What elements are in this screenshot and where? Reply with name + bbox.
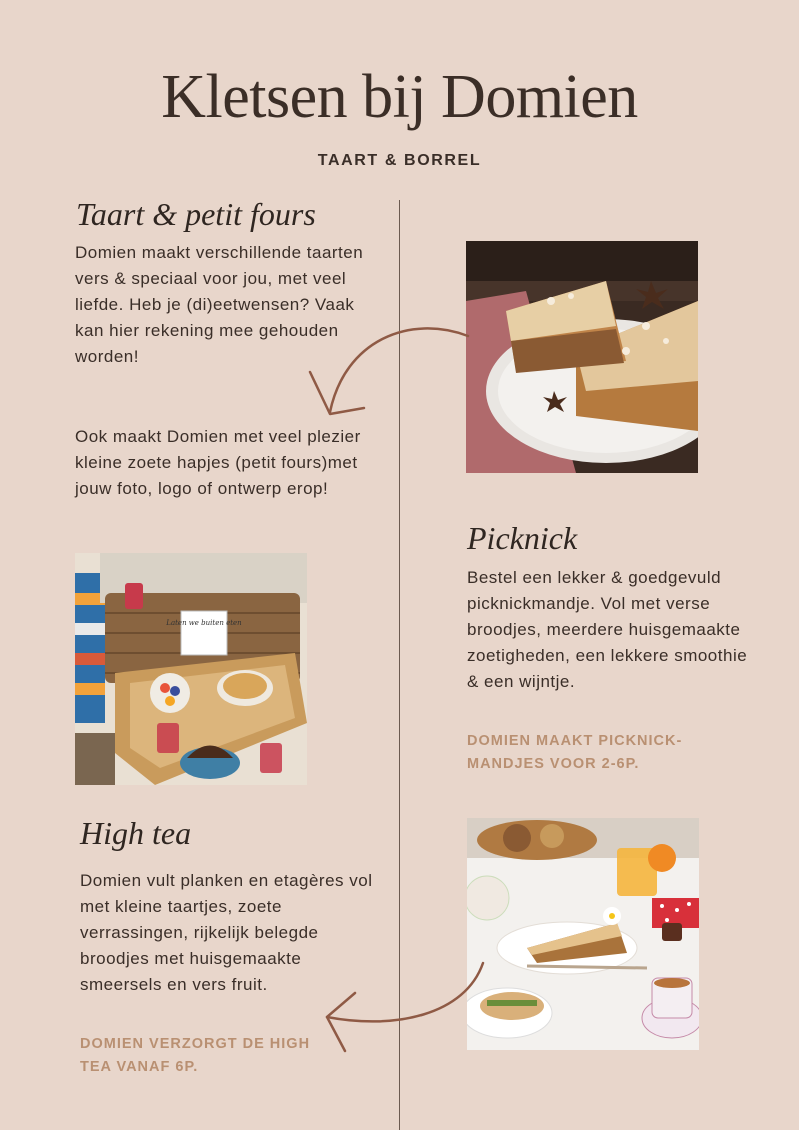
taart-paragraph-2: Ook maakt Domien met veel plezier kleine zoete hapjes (petit fours)met jouw foto, logo of ontwerp erop!	[75, 427, 361, 498]
taart-paragraph-1: Domien maakt verschillende taarten vers & speciaal voor jou, met veel liefde. Heb je (di)eetwensen? Vaak kan hier rekening mee gehouden worden!	[75, 243, 364, 366]
sign-text: Laten we buiten eten	[166, 619, 242, 627]
hightea-heading: High tea	[80, 815, 192, 851]
picknick-paragraph: Bestel een lekker & goedgevuld picknickmandje. Vol met verse broodjes, meerdere huisgemaakte zoetigheden, een lekkere smoothie & een wijntje.	[467, 568, 748, 691]
taart-heading: Taart & petit fours	[76, 196, 316, 232]
picknick-heading: Picknick	[467, 520, 578, 556]
page-subtitle: TAART & BORREL	[317, 152, 482, 169]
hightea-note: DOMIEN VERZORGT DE HIGH TEA VANAF 6P.	[80, 1036, 311, 1075]
crumble-pie-photo	[466, 241, 698, 473]
high-tea-photo	[467, 818, 699, 1050]
curved-arrow-icon-2	[315, 955, 495, 1055]
hightea-paragraph: Domien vult planken en etagères vol met kleine taartjes, zoete verrassingen, rijkelijk belegde broodjes met huisgemaakte smeersels en vers fruit.	[80, 871, 373, 994]
picknick-note: DOMIEN MAAKT PICKNICK-MANDJES VOOR 2-6P.	[467, 733, 683, 772]
page-title: Kletsen bij Domien	[161, 63, 638, 131]
picnic-basket-photo	[75, 553, 307, 785]
curved-arrow-icon	[300, 320, 480, 430]
